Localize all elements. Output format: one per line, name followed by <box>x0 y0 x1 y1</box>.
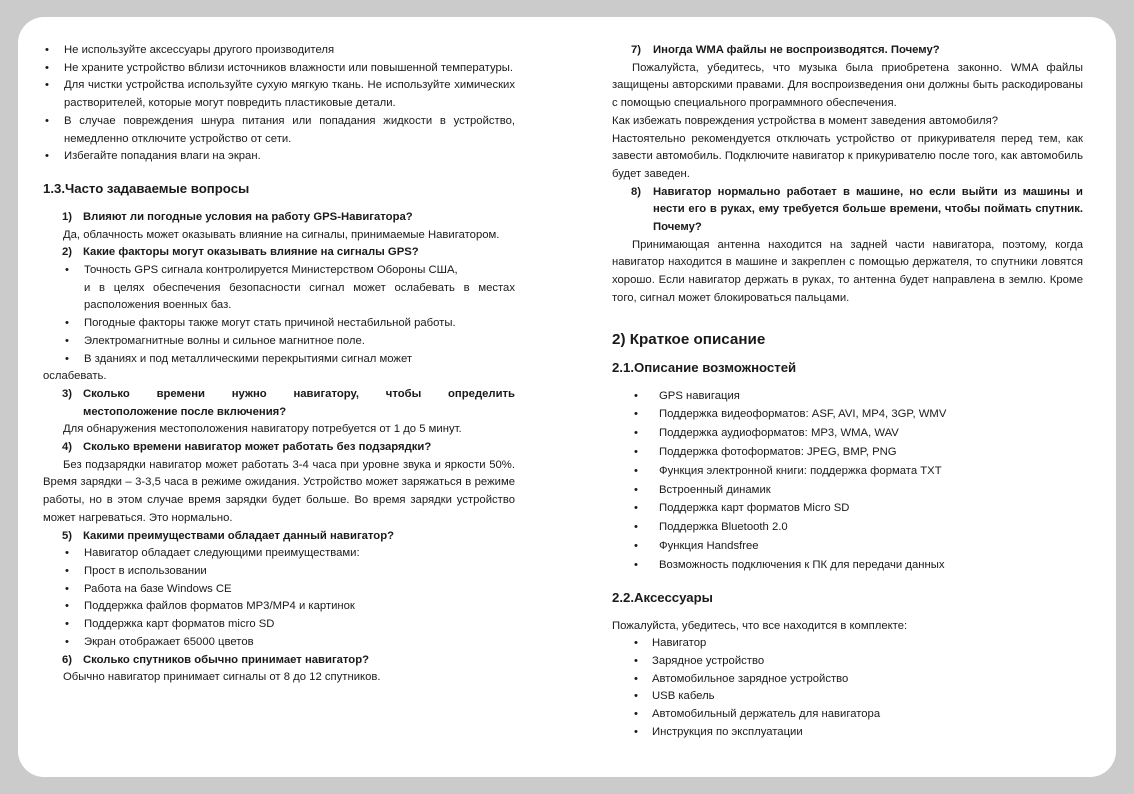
right-column <box>612 42 1083 741</box>
list-item: • Навигатор обладает следующими преимуществами: <box>63 545 515 563</box>
section-2-1-heading: 2.1.Описание возможностей <box>612 359 797 375</box>
list-item: • Поддержка карт форматов micro SD <box>63 616 515 634</box>
list-item: • В случае повреждения шнура питания или попадания жидкости в устройство, немедленно отключите устройство от сети. <box>43 113 515 148</box>
feature-item: • Функция Handsfree <box>632 537 1083 556</box>
accessory-item: • Инструкция по эксплуатации <box>632 724 1083 742</box>
feature-item: • Поддержка аудиоформатов: MP3, WMA, WAV <box>632 424 1083 443</box>
faq-answer-3: Для обнаружения местоположения навигатору потребуется от 1 до 5 минут. <box>63 423 462 436</box>
faq-question-1: 1) Влияют ли погодные условия на работу GPS-Навигатора? <box>62 210 413 223</box>
faq-question-avoid: Как избежать повреждения устройства в момент заведения автомобиля? <box>612 114 999 127</box>
faq-question-6: 6) Сколько спутников обычно принимает навигатор? <box>62 653 370 666</box>
list-item-continuation: ослабевать. <box>43 370 107 383</box>
feature-item: • Поддержка видеоформатов: ASF, AVI, MP4, 3GP, WMV <box>632 405 1083 424</box>
accessory-item: • Зарядное устройство <box>632 653 1083 671</box>
faq-heading: 1.3.Часто задаваемые вопросы <box>43 180 250 196</box>
section-2-2-heading: 2.2.Аксессуары <box>612 589 713 605</box>
list-item: • Экран отображает 65000 цветов <box>63 634 515 652</box>
list-item: • Погодные факторы также могут стать причиной нестабильной работы. <box>63 315 515 333</box>
list-item: • Избегайте попадания влаги на экран. <box>43 148 515 166</box>
faq-answer-4: Без подзарядки навигатор может работать 3-4 часа при уровне звука и яркости 50%. Время зарядки – 3-3,5 часа в режиме ожидания. Устройство может заряжаться в режиме работы, но в этом случае время зарядки будет больше. Во время зарядки устройство может нагреваться. Это нормально. <box>43 458 515 524</box>
accessory-item: • USB кабель <box>632 688 1083 706</box>
accessory-item: • Автомобильное зарядное устройство <box>632 671 1083 689</box>
feature-item: • Поддержка Bluetooth 2.0 <box>632 518 1083 537</box>
accessory-item: • Автомобильный держатель для навигатора <box>632 706 1083 724</box>
list-item: • Для чистки устройства используйте сухую мягкую ткань. Не используйте химических растворителей, которые могут повредить пластиковые детали. <box>43 77 515 112</box>
list-item: • Электромагнитные волны и сильное магнитное поле. <box>63 333 515 351</box>
list-item: • Прост в использовании <box>63 563 515 581</box>
faq-question-4: 4) Сколько времени навигатор может работать без подзарядки? <box>62 441 432 454</box>
manual-page <box>18 17 1116 777</box>
accessories-intro: Пожалуйста, убедитесь, что все находится в комплекте: <box>612 619 908 632</box>
list-item: • Поддержка файлов форматов MP3/MP4 и картинок <box>63 598 515 616</box>
left-column <box>43 42 515 687</box>
accessory-item: • Навигатор <box>632 635 1083 653</box>
list-item: • Работа на базе Windows CE <box>63 581 515 599</box>
feature-item: • Функция электронной книги: поддержка формата TXT <box>632 462 1083 481</box>
faq-question-7: 7) Иногда WMA файлы не воспроизводятся. Почему? <box>631 44 940 56</box>
feature-item: • GPS навигация <box>632 387 1083 406</box>
list-item: • Не храните устройство вблизи источников влажности или повышенной температуры. <box>43 60 515 78</box>
feature-item: • Поддержка фотоформатов: JPEG, BMP, PNG <box>632 443 1083 462</box>
faq-answer-1: Да, облачность может оказывать влияние на сигналы, принимаемые Навигатором. <box>63 228 500 241</box>
section-2-heading: 2) Краткое описание <box>612 330 766 348</box>
faq-question-8: 8) Навигатор нормально работает в машине, но если выйти из машины и нести его в руках, ему требуется больше времени, чтобы поймать спутник. Почему? <box>631 185 1083 234</box>
faq-question-5: 5) Какими преимуществами обладает данный навигатор? <box>62 529 395 542</box>
faq-answer-avoid: Настоятельно рекомендуется отключать устройство от прикуривателя перед тем, как завести автомобиль. Подключите навигатор к прикуривателю после того, как автомобиль будет заведен. <box>612 132 1083 180</box>
feature-item: • Поддержка карт форматов Micro SD <box>632 499 1083 518</box>
faq-answer-6: Обычно навигатор принимает сигналы от 8 до 12 спутников. <box>63 671 381 684</box>
list-item: • Не используйте аксессуары другого производителя <box>43 42 515 60</box>
faq-answer-7: Пожалуйста, убедитесь, что музыка была приобретена законно. WMA файлы защищены авторскими правами. Для воспроизведения они должны быть раскодированы с помощью специального программного обеспечения. <box>612 61 1083 110</box>
list-item: • В зданиях и под металлическими перекрытиями сигнал может <box>63 351 515 369</box>
list-item: • Точность GPS сигнала контролируется Министерством Обороны США, и в целях обеспечения безопасности сигнал может ослабевать в местах расположения военных баз. <box>63 262 515 315</box>
feature-item: • Возможность подключения к ПК для передачи данных <box>632 556 1083 575</box>
faq-question-2: 2) Какие факторы могут оказывать влияние на сигналы GPS? <box>62 246 419 259</box>
faq-question-3: 3) Сколько времени нужно навигатору, чтобы определить местоположение после включения? <box>62 387 515 418</box>
feature-item: • Встроенный динамик <box>632 481 1083 500</box>
faq-answer-8: Принимающая антенна находится на задней части навигатора, поэтому, когда навигатор находится в машине и закреплен с помощью держателя, то спутники ловятся хорошо. Если навигатор держать в руках, то антенна будет направлена в землю. Кроме того, сигнал может блокироваться пальцами. <box>612 238 1083 304</box>
